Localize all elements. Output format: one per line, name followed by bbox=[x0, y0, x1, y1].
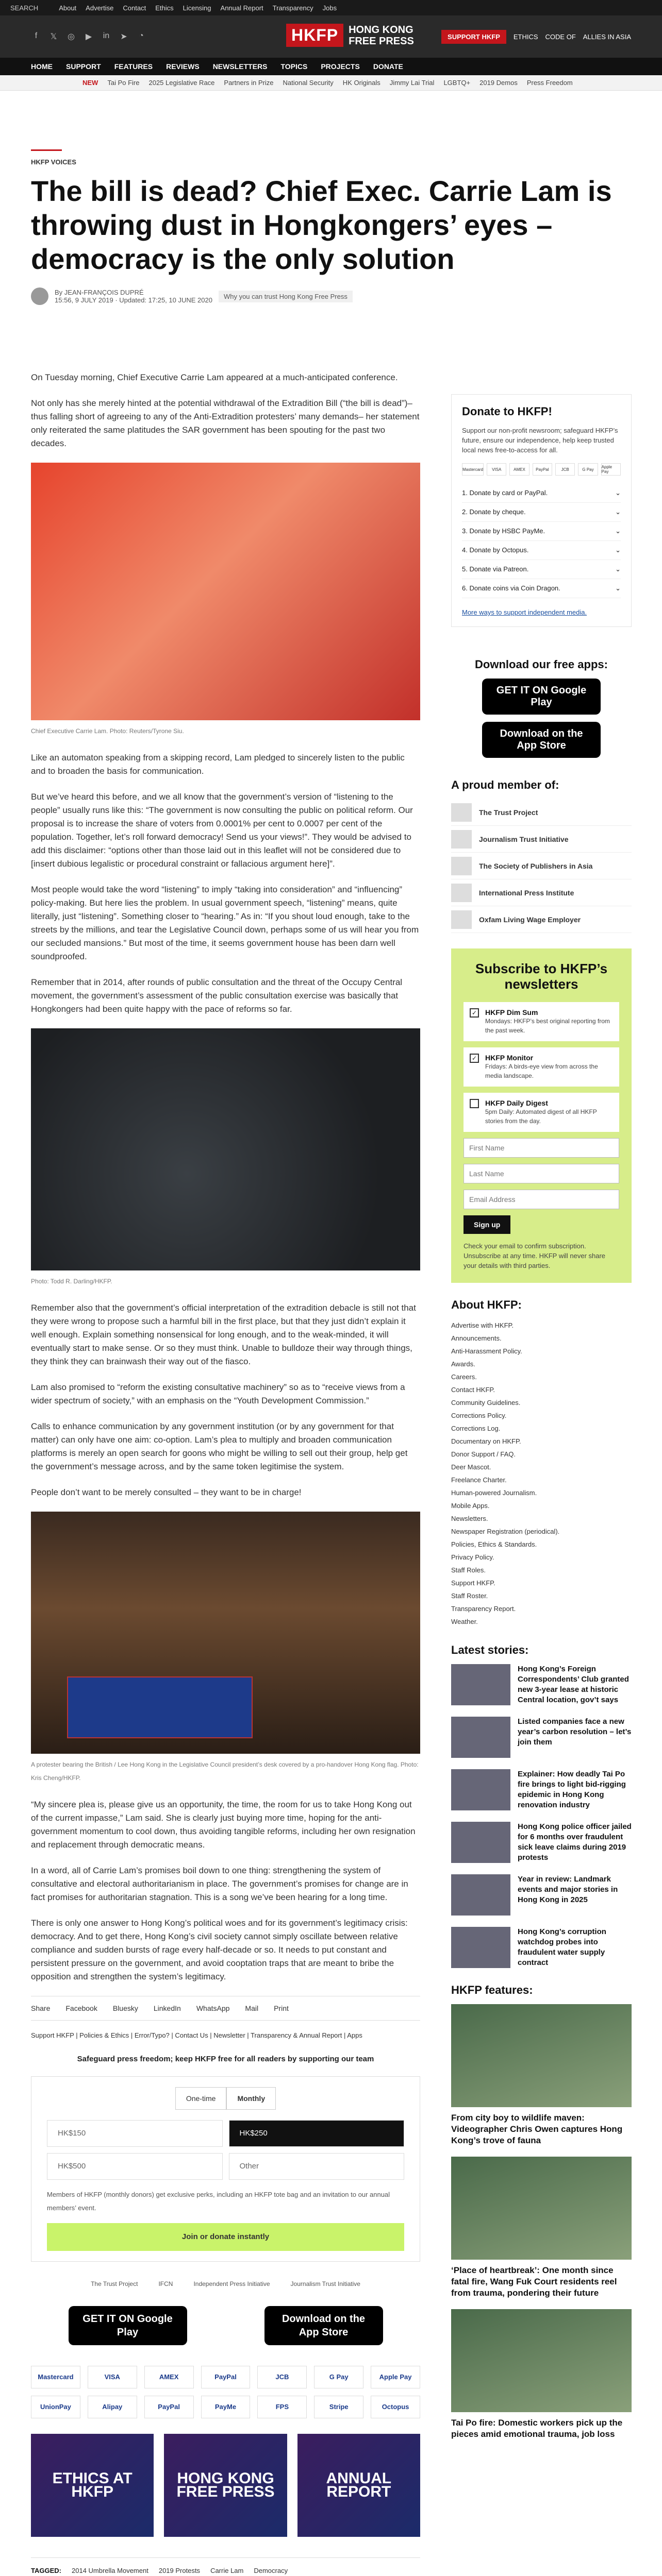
newsletter-desc: 5pm Daily: Automated digest of all HKFP stories from the day. bbox=[485, 1108, 597, 1125]
newsletter-widget bbox=[451, 948, 632, 1283]
press-org[interactable]: Journalism Trust Initiative bbox=[290, 2280, 360, 2287]
topbar-link[interactable]: Annual Report bbox=[220, 4, 263, 12]
feature-title: From city boy to wildlife maven: Videographer Chris Owen captures Hong Kong’s trove of fauna bbox=[451, 2113, 623, 2145]
trending-item[interactable]: HK Originals bbox=[342, 79, 380, 87]
chevron-down-icon: ⌄ bbox=[615, 584, 621, 592]
donate-methods bbox=[462, 484, 621, 598]
hkfp-banner[interactable]: HONG KONG FREE PRESS bbox=[164, 2434, 287, 2537]
story-item[interactable] bbox=[451, 1927, 632, 1968]
about-link[interactable]: Human-powered Journalism. bbox=[451, 1489, 537, 1497]
payment-icon: Apple Pay bbox=[601, 463, 621, 476]
donate-method-label: 4. Donate by Octopus. bbox=[462, 546, 529, 554]
org-item[interactable] bbox=[451, 799, 632, 826]
protest-crowd-photo bbox=[31, 1028, 420, 1270]
membership-widget bbox=[451, 778, 632, 933]
payment-icons bbox=[462, 463, 621, 476]
nav-item[interactable]: REVIEWS bbox=[166, 62, 200, 71]
tag[interactable]: Democracy bbox=[254, 2567, 288, 2574]
press-org[interactable]: Independent Press Initiative bbox=[193, 2280, 270, 2287]
paragraph: Remember that in 2014, after rounds of public consultation and the threat of the Occupy Central movement, the government’s assessment of the public consultation exercise was basically that Hongkongers had been quite happy with the pace of reforms so far. bbox=[31, 977, 403, 1014]
payment-logo: FPS bbox=[257, 2396, 307, 2418]
share-bar bbox=[31, 1996, 420, 2021]
article-title: The bill is dead? Chief Exec. Carrie Lam is throwing dust in Hongkongers’ eyes – democracy is the only solution bbox=[31, 175, 612, 275]
trust-link[interactable]: Why you can trust Hong Kong Free Press bbox=[219, 291, 353, 302]
about-link[interactable]: Corrections Log. bbox=[451, 1425, 501, 1432]
about-list bbox=[451, 1319, 632, 1628]
tag[interactable]: 2014 Umbrella Movement bbox=[71, 2567, 148, 2574]
chevron-down-icon: ⌄ bbox=[615, 489, 621, 497]
updated-date: Updated: 17:25, 10 JUNE 2020 bbox=[119, 296, 212, 304]
press-org[interactable]: IFCN bbox=[158, 2280, 173, 2287]
rss-icon[interactable]: ◔ bbox=[139, 31, 144, 40]
main-nav bbox=[0, 58, 662, 75]
about-link[interactable]: Staff Roles. bbox=[451, 1566, 486, 1574]
nav-item[interactable]: NEWSLETTERS bbox=[212, 62, 268, 71]
feature-image bbox=[451, 2309, 632, 2412]
amount-option[interactable]: HK$500 bbox=[47, 2153, 223, 2180]
ethics-link[interactable]: ETHICS bbox=[513, 33, 538, 41]
org-name: Oxfam Living Wage Employer bbox=[479, 915, 581, 924]
donate-method-label: 5. Donate via Patreon. bbox=[462, 565, 529, 573]
story-item[interactable] bbox=[451, 1664, 632, 1705]
caption: Photo: Todd R. Darling/HKFP. bbox=[31, 1278, 112, 1285]
telegram-icon[interactable]: ➤ bbox=[120, 32, 127, 41]
payment-logo: PayMe bbox=[201, 2396, 251, 2418]
nav-item[interactable]: DONATE bbox=[373, 62, 403, 71]
feature-title: ‘Place of heartbreak’: One month since fatal fire, Wang Fuk Court residents reel from trauma, pondering their future bbox=[451, 2265, 617, 2298]
about-link[interactable]: Staff Roster. bbox=[451, 1592, 488, 1600]
story-item[interactable] bbox=[451, 1717, 632, 1758]
about-link[interactable]: Support HKFP. bbox=[451, 1579, 495, 1587]
topbar-link[interactable]: Transparency bbox=[272, 4, 313, 12]
payment-icon: AMEX bbox=[509, 463, 529, 476]
donate-method[interactable] bbox=[462, 484, 621, 503]
proud-heading: A proud member of: bbox=[451, 778, 559, 791]
nav-item[interactable]: TOPICS bbox=[280, 62, 308, 71]
payment-methods bbox=[31, 2366, 420, 2418]
org-name: The Society of Publishers in Asia bbox=[479, 861, 593, 870]
feature-item[interactable] bbox=[451, 2309, 632, 2440]
byline: By JEAN-FRANÇOIS DUPRÉ 15:56, 9 JULY 2019 · Updated: 17:25, 10 JUNE 2020 Why you can trust Hong Kong Free Press bbox=[31, 287, 632, 305]
chevron-down-icon: ⌄ bbox=[615, 565, 621, 573]
donate-method-label: 1. Donate by card or PayPal. bbox=[462, 489, 548, 497]
about-link[interactable]: Documentary on HKFP. bbox=[451, 1437, 521, 1445]
about-heading: About HKFP: bbox=[451, 1298, 522, 1311]
donate-method-label: 2. Donate by cheque. bbox=[462, 508, 526, 516]
social-icons bbox=[31, 31, 146, 42]
feature-image bbox=[451, 2004, 632, 2107]
avatar bbox=[31, 287, 48, 305]
code-link[interactable]: CODE OF bbox=[545, 33, 576, 41]
payment-logo: AMEX bbox=[144, 2366, 194, 2388]
story-item[interactable] bbox=[451, 1822, 632, 1863]
newsletter-option[interactable] bbox=[464, 1047, 619, 1087]
feature-item[interactable] bbox=[451, 2004, 632, 2146]
about-link[interactable]: Mobile Apps. bbox=[451, 1502, 490, 1510]
story-thumbnail bbox=[451, 1769, 510, 1810]
payment-icon: PayPal bbox=[533, 463, 552, 476]
story-title: Hong Kong’s Foreign Correspondents’ Club granted new 3-year lease at historic Central location, gov’t says bbox=[518, 1665, 629, 1704]
about-link[interactable]: Corrections Policy. bbox=[451, 1412, 507, 1419]
payment-icon: JCB bbox=[555, 463, 575, 476]
donation-box bbox=[31, 2076, 420, 2262]
story-thumbnail bbox=[451, 1717, 510, 1758]
trending-item[interactable]: Tai Po Fire bbox=[107, 79, 140, 87]
payment-logo: JCB bbox=[257, 2366, 307, 2388]
monthly-tab[interactable]: Monthly bbox=[226, 2087, 276, 2110]
about-link[interactable]: Transparency Report. bbox=[451, 1605, 516, 1613]
org-logo-icon bbox=[451, 803, 472, 822]
features-widget bbox=[451, 1984, 632, 2440]
twitter-icon[interactable]: 𝕏 bbox=[50, 32, 57, 41]
tag[interactable]: Carrie Lam bbox=[210, 2567, 244, 2574]
trending-item[interactable]: 2019 Demos bbox=[479, 79, 518, 87]
org-logo-icon bbox=[451, 857, 472, 875]
topbar-link[interactable]: Licensing bbox=[183, 4, 211, 12]
linkedin-icon[interactable]: in bbox=[103, 31, 110, 40]
story-title: Hong Kong’s corruption watchdog probes into fraudulent water supply contract bbox=[518, 1927, 606, 1967]
apps-heading: Download our free apps: bbox=[475, 658, 608, 671]
app-store-button[interactable]: Download on the App Store bbox=[264, 2306, 383, 2345]
allies-link[interactable]: ALLIES IN ASIA bbox=[583, 33, 631, 41]
share-facebook-button[interactable]: Facebook bbox=[65, 2004, 97, 2012]
flag-graphic bbox=[67, 1676, 253, 1738]
signup-button[interactable]: Sign up bbox=[464, 1215, 510, 1234]
story-title: Explainer: How deadly Tai Po fire brings to light bid-rigging epidemic in Hong Kong renovation industry bbox=[518, 1770, 626, 1809]
payment-logo: PayPal bbox=[144, 2396, 194, 2418]
donate-method-label: 3. Donate by HSBC PayMe. bbox=[462, 527, 545, 535]
figure bbox=[31, 463, 420, 738]
feature-item[interactable] bbox=[451, 2157, 632, 2299]
donate-method[interactable] bbox=[462, 560, 621, 579]
feature-title: Tai Po fire: Domestic workers pick up the pieces amid emotional trauma, job loss bbox=[451, 2418, 623, 2439]
payment-logo: Alipay bbox=[88, 2396, 137, 2418]
donate-method[interactable] bbox=[462, 503, 621, 522]
org-name: The Trust Project bbox=[479, 808, 538, 817]
divider bbox=[31, 149, 62, 151]
donate-method[interactable] bbox=[462, 541, 621, 560]
nav-item[interactable]: SUPPORT bbox=[66, 62, 101, 71]
story-item[interactable] bbox=[451, 1874, 632, 1916]
nav-item[interactable]: FEATURES bbox=[114, 62, 153, 71]
newsletter-note: Check your email to confirm subscription. Unsubscribe at any time. HKFP will never share your details with third parties. bbox=[464, 1242, 606, 1269]
ethics-banner[interactable]: ETHICS AT HKFP bbox=[31, 2434, 154, 2537]
paragraph: Not only has she merely hinted at the potential withdrawal of the Extradition Bill (“the bill is dead”)– thus falling short of agreeing to any of the Anti-Extradition protesters’ many demands– her statement only reiterated the same platitudes the SAR government has been spouting for the past two decades. bbox=[31, 398, 420, 448]
trending-nav bbox=[0, 75, 662, 91]
amount-option[interactable]: HK$250 bbox=[229, 2120, 405, 2147]
trending-item[interactable]: Partners in Prize bbox=[224, 79, 274, 87]
logo-line2: FREE PRESS bbox=[349, 35, 414, 47]
footer-links[interactable]: Support HKFP | Policies & Ethics | Error/Typo? | Contact Us | Newsletter | Transparency & Annual Report | Apps bbox=[31, 2031, 362, 2039]
share-linkedin-button[interactable]: LinkedIn bbox=[153, 2004, 181, 2012]
publish-date: 15:56, 9 JULY 2019 bbox=[55, 296, 113, 304]
share-bluesky-button[interactable]: Bluesky bbox=[112, 2004, 138, 2012]
paragraph: In a word, all of Carrie Lam’s promises boil down to one thing: strengthening the system of consultative and electoral authoritarianism in place. The government’s promises for change are in fact promises for authoritarian stagnation. This is a song we’ve been hearing for a long time. bbox=[31, 1866, 408, 1902]
trending-item[interactable]: LGBTQ+ bbox=[443, 79, 471, 87]
youtube-icon[interactable]: ▶ bbox=[85, 32, 92, 41]
press-org[interactable]: The Trust Project bbox=[91, 2280, 138, 2287]
press-orgs bbox=[31, 2277, 420, 2291]
topbar-link[interactable]: Contact bbox=[123, 4, 146, 12]
newsletter-desc: Mondays: HKFP’s best original reporting from the past week. bbox=[485, 1018, 610, 1034]
new-badge: NEW bbox=[82, 79, 98, 87]
paragraph: Lam also promised to “reform the existing consultative machinery” so as to “receive views from a wider spectrum of society,” with an emphasis on the “Youth Development Commission.” bbox=[31, 1382, 405, 1405]
share-label: Share bbox=[31, 2004, 51, 2012]
paragraph: Calls to enhance communication by any government institution (or by any government for that matter) can only have one aim: co-option. Lam’s plea to multiply and broaden communication platforms is merely an open search for goons who might be willing to sell out their group, help get the government’s message across, and by the same token legitimise the system. bbox=[31, 1421, 408, 1471]
about-link[interactable]: Weather. bbox=[451, 1618, 478, 1625]
payment-logo: Apple Pay bbox=[371, 2366, 420, 2388]
org-item[interactable] bbox=[451, 879, 632, 906]
logo[interactable] bbox=[286, 24, 414, 47]
trending-item[interactable]: Jimmy Lai Trial bbox=[389, 79, 435, 87]
newsletter-option[interactable] bbox=[464, 1093, 619, 1132]
tags-label: TAGGED: bbox=[31, 2567, 61, 2574]
paragraph: Most people would take the word “listening” to imply “taking into consideration” and “influencing” policy-making. But here lies the problem. In usual government speech, “listening” means, quite literally, just “listening”. Something closer to “hearing.” As in: “If you shout loud enough, take to the streets by the millions, and tear the Legislative Council down, perhaps some of us will hear you from our secluded mansions.” But most of the time, it seems government house has been darn well soundproofed. bbox=[31, 885, 419, 961]
nav-item[interactable]: PROJECTS bbox=[321, 62, 360, 71]
features-list bbox=[451, 2004, 632, 2440]
chevron-down-icon: ⌄ bbox=[615, 508, 621, 516]
tag[interactable]: 2019 Protests bbox=[158, 2567, 201, 2574]
payment-logo: G Pay bbox=[314, 2366, 363, 2388]
latest-heading: Latest stories: bbox=[451, 1643, 529, 1656]
figure bbox=[31, 1028, 420, 1288]
org-item[interactable] bbox=[451, 853, 632, 879]
about-link[interactable]: Policies, Ethics & Standards. bbox=[451, 1540, 537, 1548]
about-link[interactable]: Freelance Charter. bbox=[451, 1476, 507, 1484]
topbar-link[interactable]: Advertise bbox=[86, 4, 114, 12]
last-name-input[interactable]: Last Name bbox=[464, 1164, 619, 1183]
google-play-button[interactable]: GET IT ON Google Play bbox=[482, 679, 601, 715]
donate-text: Support our non-profit newsroom; safeguard HKFP’s future, ensure our independence, help keep trusted local news free-to-access for all. bbox=[462, 427, 618, 454]
story-thumbnail bbox=[451, 1874, 510, 1916]
about-link[interactable]: Advertise with HKFP. bbox=[451, 1321, 514, 1329]
story-item[interactable] bbox=[451, 1769, 632, 1810]
masthead-actions bbox=[441, 30, 631, 44]
logo-line1: HONG KONG bbox=[349, 24, 413, 36]
topbar-link[interactable]: About bbox=[59, 4, 77, 12]
legco-flag-photo bbox=[31, 1512, 420, 1754]
about-link[interactable]: Careers. bbox=[451, 1373, 477, 1381]
feature-image bbox=[451, 2157, 632, 2260]
about-link[interactable]: Awards. bbox=[451, 1360, 475, 1368]
email-input[interactable]: Email Address bbox=[464, 1190, 619, 1209]
nav-item[interactable]: HOME bbox=[31, 62, 53, 71]
payment-logo: Mastercard bbox=[31, 2366, 80, 2388]
first-name-input[interactable]: First Name bbox=[464, 1138, 619, 1158]
share-whatsapp-button[interactable]: WhatsApp bbox=[196, 2004, 230, 2012]
org-name: Journalism Trust Initiative bbox=[479, 835, 569, 843]
donate-method[interactable] bbox=[462, 579, 621, 598]
story-title: Listed companies face a new year’s carbon resolution – let’s join them bbox=[518, 1717, 632, 1747]
topbar bbox=[0, 0, 662, 15]
chevron-down-icon: ⌄ bbox=[615, 546, 621, 554]
topbar-link[interactable]: Ethics bbox=[155, 4, 174, 12]
support-button[interactable]: SUPPORT HKFP bbox=[441, 30, 506, 44]
payment-icon: Mastercard bbox=[462, 463, 484, 476]
figure bbox=[31, 1512, 420, 1785]
story-title: Year in review: Landmark events and major stories in Hong Kong in 2025 bbox=[518, 1875, 618, 1904]
about-link[interactable]: Newspaper Registration (periodical). bbox=[451, 1528, 560, 1535]
promo-banners bbox=[31, 2434, 420, 2537]
payment-logo: PayPal bbox=[201, 2366, 251, 2388]
payment-icon: G Pay bbox=[578, 463, 598, 476]
about-widget bbox=[451, 1298, 632, 1628]
payment-icon: VISA bbox=[487, 463, 506, 476]
about-link[interactable]: Anti-Harassment Policy. bbox=[451, 1347, 522, 1355]
topbar-link[interactable]: Jobs bbox=[322, 4, 337, 12]
features-heading: HKFP features: bbox=[451, 1984, 533, 1996]
story-thumbnail bbox=[451, 1822, 510, 1863]
tags bbox=[31, 2557, 420, 2576]
newsletter-option[interactable] bbox=[464, 1002, 619, 1041]
payment-logo: UnionPay bbox=[31, 2396, 80, 2418]
org-logo-icon bbox=[451, 884, 472, 902]
about-link[interactable]: Contact HKFP. bbox=[451, 1386, 495, 1394]
print-button[interactable]: Print bbox=[274, 2004, 289, 2012]
paragraph: “My sincere plea is, please give us an opportunity, the time, the room for us to take Hong Kong out of the current impasse,” Lam said. She is clearly just buying more time, hoping for the anti-government momentum to cool down, thus avoiding tangible reforms, including her own resignation and replacement through democratic means. bbox=[31, 1800, 416, 1850]
paragraph: On Tuesday morning, Chief Executive Carrie Lam appeared at a much-anticipated conference. bbox=[31, 372, 398, 382]
story-title: Hong Kong police officer jailed for 6 months over fraudulent sick leave claims during 2019 protests bbox=[518, 1822, 632, 1862]
org-logo-icon bbox=[451, 830, 472, 849]
article-body bbox=[31, 371, 420, 2576]
about-link[interactable]: Newsletters. bbox=[451, 1515, 488, 1522]
amount-options bbox=[47, 2120, 404, 2180]
paragraph: Remember also that the government’s official interpretation of the extradition debacle is still not that they were wrong to propose such a harmful bill in the first place, but that they just didn’t explain it well enough. Explain something nonsensical for long enough, and to the weak-minded, it will eventually start to make sense. Or so they must think. Unable to bulldoze their way through things, they think they can brainwash their way out of the fiasco. bbox=[31, 1303, 416, 1366]
caption: Chief Executive Carrie Lam. Photo: Reuters/Tyrone Siu. bbox=[31, 727, 184, 735]
payment-logo: Octopus bbox=[371, 2396, 420, 2418]
apps-widget bbox=[451, 658, 632, 758]
paragraph: There is only one answer to Hong Kong’s political woes and for its government’s legitimacy crisis: democracy. And to get there, Hong Kong’s civil society cannot simply oscillate between relative compliance and sudden bursts of rage every half-decade or so. It needs to put constant and persistent pressure on the government, and avoid cooptation traps that are meant to bribe the opposition and strengthen the system’s legitimacy. bbox=[31, 1918, 408, 1981]
donate-heading: Donate to HKFP! bbox=[462, 405, 552, 418]
story-thumbnail bbox=[451, 1664, 510, 1705]
safeguard-heading: Safeguard press freedom; keep HKFP free for all readers by supporting our team bbox=[77, 2055, 374, 2063]
amount-option[interactable]: Other bbox=[229, 2153, 405, 2180]
donate-method-label: 6. Donate coins via Coin Dragon. bbox=[462, 584, 560, 592]
donation-note: Members of HKFP (monthly donors) get exclusive perks, including an HKFP tote bag and an invitation to our annual members’ event. bbox=[47, 2191, 390, 2212]
donate-method[interactable] bbox=[462, 522, 621, 541]
share-mail-button[interactable]: Mail bbox=[245, 2004, 259, 2012]
org-name: International Press Institute bbox=[479, 888, 574, 897]
org-logo-icon bbox=[451, 910, 472, 929]
search-link[interactable]: SEARCH bbox=[10, 4, 39, 12]
newsletter-name: HKFP Dim Sum bbox=[485, 1008, 538, 1016]
author[interactable]: By JEAN-FRANÇOIS DUPRÉ bbox=[55, 289, 144, 296]
about-link[interactable]: Privacy Policy. bbox=[451, 1553, 494, 1561]
carrie-lam-photo bbox=[31, 463, 420, 720]
story-thumbnail bbox=[451, 1927, 510, 1968]
checkbox[interactable]: ✓ bbox=[470, 1054, 479, 1063]
facebook-icon[interactable]: f bbox=[35, 31, 38, 40]
more-ways-link[interactable]: More ways to support independent media. bbox=[462, 608, 587, 616]
article-header bbox=[31, 149, 632, 305]
sidebar bbox=[451, 394, 632, 2450]
org-item[interactable] bbox=[451, 906, 632, 933]
about-link[interactable]: Donor Support / FAQ. bbox=[451, 1450, 516, 1458]
org-list bbox=[451, 799, 632, 933]
latest-list bbox=[451, 1664, 632, 1968]
checkbox[interactable] bbox=[470, 1099, 479, 1108]
trending-item[interactable]: National Security bbox=[283, 79, 334, 87]
annual-report-banner[interactable]: ANNUAL REPORT bbox=[297, 2434, 420, 2537]
checkbox[interactable]: ✓ bbox=[470, 1008, 479, 1018]
caption: A protester bearing the British / Lee Hong Kong in the Legislative Council president’s desk covered by a pro-handover Hong Kong flag. Photo: Kris Cheng/HKFP. bbox=[31, 1761, 419, 1782]
newsletter-heading: Subscribe to HKFP’s newsletters bbox=[475, 961, 608, 992]
paragraph: Like an automaton speaking from a skipping record, Lam pledged to sincerely listen to the public and to broaden the basis for communication. bbox=[31, 753, 405, 776]
frequency-toggle bbox=[47, 2087, 404, 2110]
about-link[interactable]: Announcements. bbox=[451, 1334, 502, 1342]
masthead bbox=[0, 15, 662, 58]
paragraph: But we’ve heard this before, and we all know that the government’s version of “listening to the people” usually runs like this: “The government is now consulting the public on political reform. Our proposal is to increase the share of voters from 0.0001% per cent to 0.0007 per cent of the population. Together, let’s roll forward democracy! Send us your views!”. They would be advised to add this disclaimer: “options other than those laid out in this leaflet will not be considered due to [insert dubious legalistic or procedural constraint or fallacious argument here]”. bbox=[31, 792, 413, 869]
chevron-down-icon: ⌄ bbox=[615, 527, 621, 535]
about-link[interactable]: Community Guidelines. bbox=[451, 1399, 521, 1406]
donate-widget bbox=[451, 394, 632, 627]
latest-widget bbox=[451, 1643, 632, 1968]
newsletter-name: HKFP Monitor bbox=[485, 1054, 534, 1062]
payment-logo: VISA bbox=[88, 2366, 137, 2388]
app-buttons bbox=[31, 2306, 420, 2345]
about-link[interactable]: Deer Mascot. bbox=[451, 1463, 491, 1471]
one-time-tab[interactable]: One-time bbox=[175, 2087, 227, 2110]
topbar-links bbox=[59, 4, 337, 12]
trending-item[interactable]: 2025 Legislative Race bbox=[148, 79, 215, 87]
app-store-button[interactable]: Download on the App Store bbox=[482, 722, 601, 758]
newsletter-desc: Fridays: A birds-eye view from across the media landscape. bbox=[485, 1063, 598, 1079]
amount-option[interactable]: HK$150 bbox=[47, 2120, 223, 2147]
logo-mark: HKFP bbox=[286, 24, 343, 47]
newsletter-name: HKFP Daily Digest bbox=[485, 1099, 548, 1107]
instagram-icon[interactable]: ◎ bbox=[68, 32, 75, 41]
article-category[interactable]: HKFP VOICES bbox=[31, 158, 76, 166]
payment-logo: Stripe bbox=[314, 2396, 363, 2418]
google-play-button[interactable]: GET IT ON Google Play bbox=[69, 2306, 187, 2345]
join-button[interactable]: Join or donate instantly bbox=[47, 2223, 404, 2251]
paragraph: People don’t want to be merely consulted – they want to be in charge! bbox=[31, 1487, 302, 1497]
org-item[interactable] bbox=[451, 826, 632, 853]
trending-item[interactable]: Press Freedom bbox=[526, 79, 573, 87]
